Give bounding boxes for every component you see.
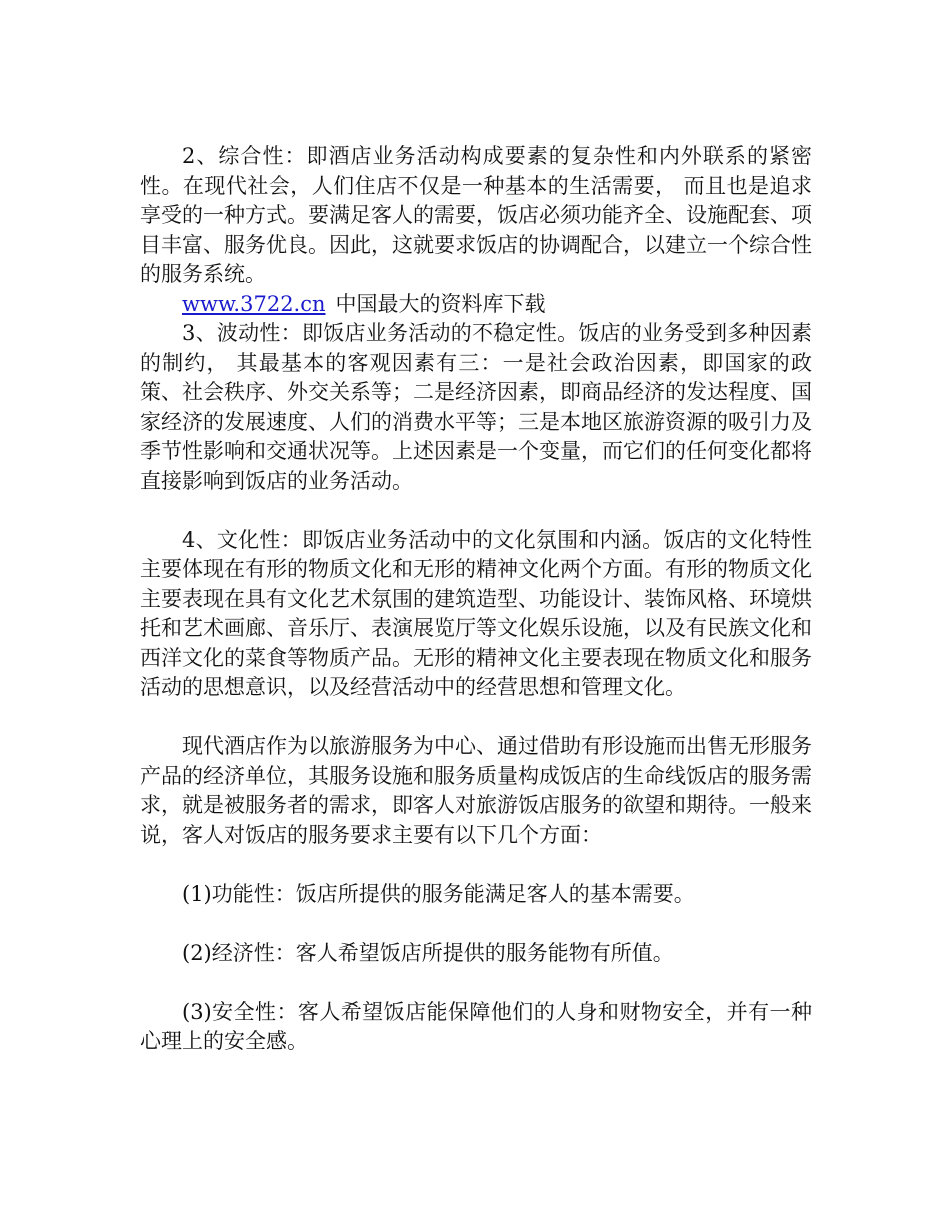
- list-item-economy: (2)经济性：客人希望饭店所提供的服务能物有所值。: [182, 940, 674, 965]
- source-link[interactable]: www.3722.cn: [182, 291, 326, 316]
- list-item-safety: (3)安全性：客人希望饭店能保障他们的人身和财物安全，并有一种心理上的安全感。: [140, 999, 812, 1053]
- list-item-functionality: (1)功能性：饭店所提供的服务能满足客人的基本需要。: [182, 881, 695, 906]
- source-link-caption: 中国最大的资料库下载: [335, 291, 546, 316]
- paragraph-volatility: 3、波动性：即饭店业务活动的不稳定性。饭店的业务受到多种因素的制约， 其最基本的客观因素有三：一是社会政治因素，即国家的政策、社会秩序、外交关系等；二是经济因素，即商品经济的发达程度、国家经济的发展速度、人们的消费水平等；三是本地区旅游资源的吸引力及季节性影响和交通状况等。上述因素是一个变量，而它们的任何变化都将直接影响到饭店的业务活动。: [140, 321, 812, 493]
- paragraph-culture: 4、文化性：即饭店业务活动中的文化氛围和内涵。饭店的文化特性主要体现在有形的物质文化和无形的精神文化两个方面。有形的物质文化主要表现在具有文化艺术氛围的建筑造型、功能设计、装饰风格、环境烘托和艺术画廊、音乐厅、表演展览厅等文化娱乐设施，以及有民族文化和西洋文化的菜食等物质产品。无形的精神文化主要表现在物质文化和服务活动的思想意识，以及经营活动中的经营思想和管理文化。: [140, 527, 812, 699]
- paragraph-modern-hotel: 现代酒店作为以旅游服务为中心、通过借助有形设施而出售无形服务产品的经济单位，其服务设施和服务质量构成饭店的生命线饭店的服务需求，就是被服务者的需求，即客人对旅游饭店服务的欲望和期待。一般来说，客人对饭店的服务要求主要有以下几个方面：: [140, 734, 812, 847]
- document-body: [140, 142, 812, 1057]
- paragraph-comprehensiveness: 2、综合性：即酒店业务活动构成要素的复杂性和内外联系的紧密性。在现代社会，人们住店不仅是一种基本的生活需要， 而且也是追求享受的一种方式。要满足客人的需要，饭店必须功能齐全、设施配套、项目丰富、服务优良。因此，这就要求饭店的协调配合，以建立一个综合性的服务系统。: [140, 144, 812, 286]
- source-link-line: [140, 290, 812, 320]
